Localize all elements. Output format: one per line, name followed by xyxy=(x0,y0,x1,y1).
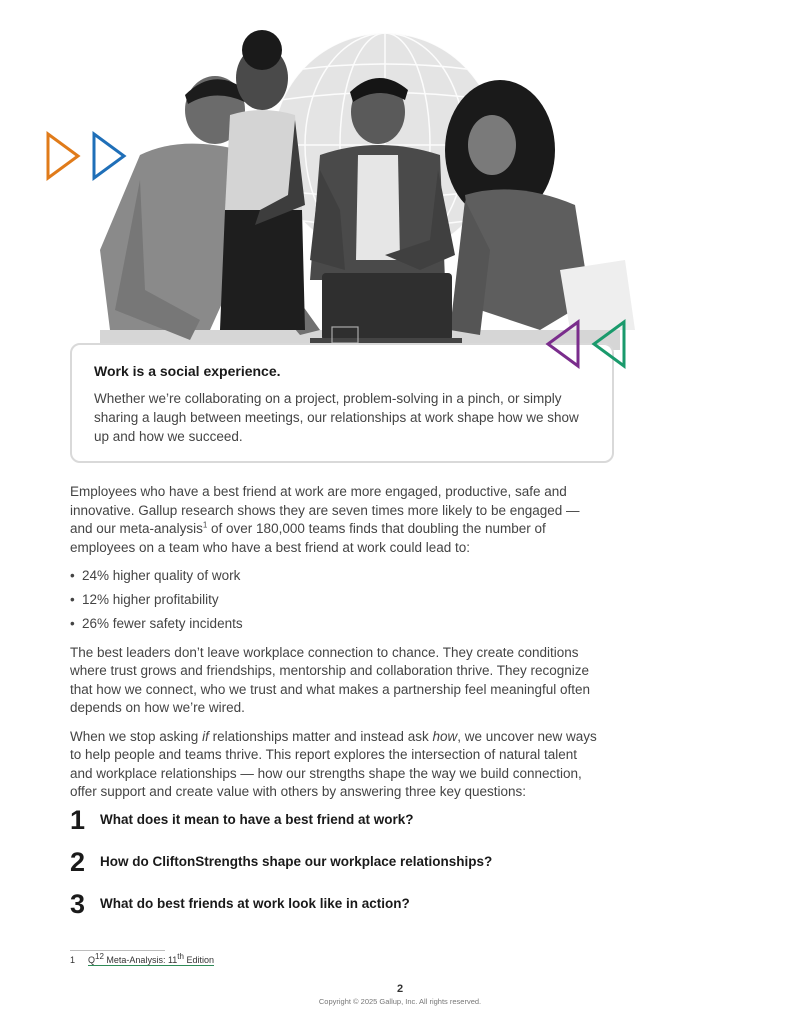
footnote-number: 1 xyxy=(70,955,76,965)
text-span: When we stop asking xyxy=(70,728,203,744)
callout-heading: Work is a social experience. xyxy=(94,363,281,379)
report-paragraph xyxy=(70,728,600,802)
footnote-ref[interactable]: 1 xyxy=(202,520,208,530)
intro-text-continued: of over 180,000 teams finds that doubling the number of employees on a team who have a best friend at work could lead to: xyxy=(70,521,546,555)
blue-triangle-icon xyxy=(94,134,124,178)
question-number: 3 xyxy=(70,889,86,919)
team-photo xyxy=(40,30,640,350)
copyright: Copyright © 2025 Gallup, Inc. All rights reserved. xyxy=(318,997,482,1006)
footnote-text: Meta-Analysis: 11 xyxy=(103,955,178,965)
italic-how: how xyxy=(432,728,458,744)
laptop xyxy=(310,273,462,344)
footnote-sup: th xyxy=(177,952,184,961)
list-item: • 24% higher quality of work xyxy=(70,567,600,586)
footnote-text: Q xyxy=(88,955,96,965)
question-item xyxy=(70,847,670,889)
page-number: 2 xyxy=(396,983,404,995)
intro-text: Employees who have a best friend at work are more engaged, productive, safe and innovative. Gallup research shows they are seven times more likely to be engaged — and our meta-analysis xyxy=(70,484,580,536)
body-text xyxy=(70,483,600,812)
italic-if: if xyxy=(202,728,209,744)
question-item xyxy=(70,889,670,931)
person-2 xyxy=(220,30,305,330)
text-span: relationships matter and instead ask xyxy=(208,728,433,744)
triangle-outline-icons-left xyxy=(44,130,134,184)
text-span: , we uncover new ways to help people and teams thrive. This report explores the intersection of natural talent and workplace relationships — how our strengths shape the way we build connection, offer support and create value with others by answering three key questions: xyxy=(70,728,597,799)
callout-text: Whether we’re collaborating on a project, problem-solving in a pinch, or simply sharing a laugh between meetings, our relationships at work shape how we show up and how we succeed. xyxy=(94,391,579,444)
footnote xyxy=(70,952,214,965)
leaders-paragraph: The best leaders don’t leave workplace connection to chance. They create conditions where trust grows and friendships, mentorship and collaboration thrive. They recognize that how we connect, who we trust and what makes a partnership feel meaningful often depends on how we’re wired. xyxy=(70,644,591,715)
footnote-link[interactable] xyxy=(88,952,214,966)
question-text: How do CliftonStrengths shape our workplace relationships? xyxy=(100,854,493,869)
footnote-sup: 12 xyxy=(95,952,104,961)
stats-list xyxy=(70,567,600,634)
green-triangle-icon xyxy=(594,322,624,366)
question-item xyxy=(70,805,670,847)
list-item: • 12% higher profitability xyxy=(70,591,600,610)
purple-triangle-icon xyxy=(548,322,578,366)
callout-box xyxy=(70,343,614,463)
question-text: What do best friends at work look like in action? xyxy=(100,896,410,911)
footnote-divider xyxy=(70,950,165,951)
footnote-text: Edition xyxy=(183,955,214,965)
key-questions xyxy=(70,805,670,931)
person-4 xyxy=(445,80,635,335)
question-text: What does it mean to have a best friend at work? xyxy=(100,812,414,827)
list-item: • 26% fewer safety incidents xyxy=(70,615,600,634)
question-number: 1 xyxy=(70,805,86,835)
question-number: 2 xyxy=(70,847,86,877)
intro-paragraph xyxy=(70,483,600,557)
orange-triangle-icon xyxy=(48,134,78,178)
triangle-outline-icons-right xyxy=(544,318,632,370)
